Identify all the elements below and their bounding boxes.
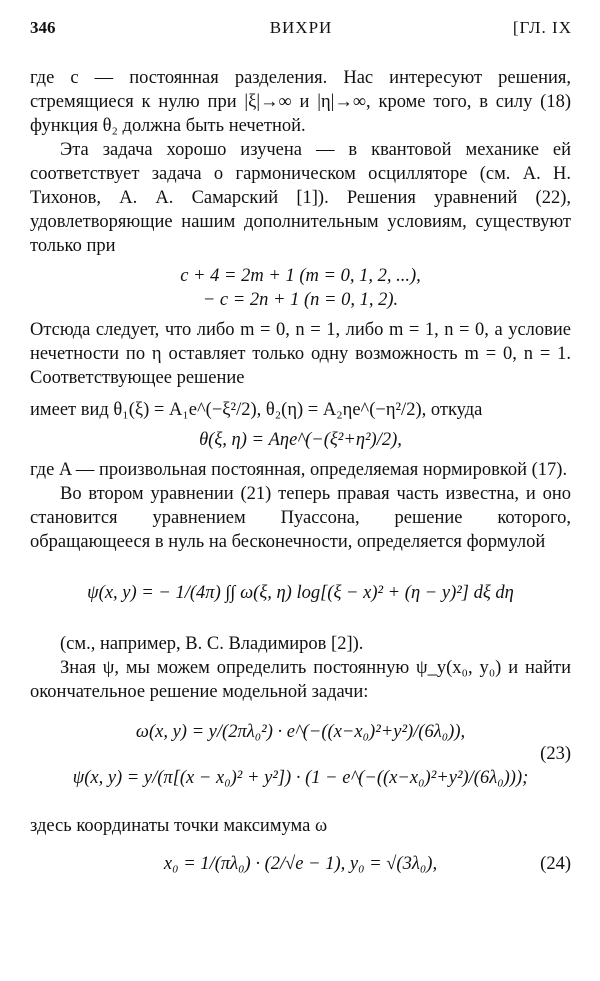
paragraph-6: (см., например, В. С. Владимиров [2]). — [60, 634, 364, 654]
paragraph-3: Отсюда следует, что либо m = 0, n = 1, либо m = 1, n = 0, а условие нечетности по η оставляет только одну возможность m = 0, n = 1. Соответствующее решение — [30, 320, 571, 388]
equation-theta: θ(ξ, η) = Aηe^(−(ξ²+η²)/2), — [199, 430, 402, 450]
equation-number-23: (23) — [540, 744, 571, 764]
equation-block-24 — [30, 852, 571, 880]
paragraph-2: Эта задача хорошо изучена — в квантовой механике ей соответствует задача о гармоническом осцилляторе (см. А. Н. Тихонов, А. А. Самарский [1]). Решения уравнений (22), удовлетворяющие нашим дополнительным условиям, существуют только при — [30, 140, 571, 256]
paragraph-4: где A — произвольная постоянная, определяемая нормировкой (17). — [30, 460, 568, 480]
equation-psi-integral: ψ(x, y) = − 1/(4π) ∫∫ ω(ξ, η) log[(ξ − x)² + (η − y)²] dξ dη — [87, 583, 514, 603]
paragraph-1: где c — постоянная разделения. Нас интересуют решения, стремящиеся к нулю при |ξ|→∞ и |η|→∞, кроме того, в силу (18) функция θ₂ должна быть нечетной. — [30, 68, 571, 136]
equation-number-24: (24) — [540, 854, 571, 874]
paragraph-7: Зная ψ, мы можем определить постоянную ψ_y(x₀, y₀) и найти окончательное решение модельной задачи: — [30, 658, 571, 702]
equation-block-23 — [30, 720, 571, 748]
paragraph-5: Во втором уравнении (21) теперь правая часть известна, и оно становится уравнением Пуассона, решение которого, обращающееся в нуль на бесконечности, определяется формулой — [30, 484, 571, 552]
chapter-title: ВИХРИ — [269, 18, 333, 37]
paragraph-8: здесь координаты точки максимума ω — [30, 816, 328, 836]
equation-omega: ω(x, y) = y/(2πλ₀²) · e^(−((x−x₀)²+y²)/(6λ₀)), — [135, 722, 466, 742]
page-number: 346 — [30, 18, 56, 37]
paragraph-3b: имеет вид θ₁(ξ) = A₁e^(−ξ²/2), θ₂(η) = A₂ηe^(−η²/2), откуда — [30, 400, 483, 420]
equation-minus-c: − c = 2n + 1 (n = 0, 1, 2). — [202, 290, 399, 310]
equation-c-plus: c + 4 = 2m + 1 (m = 0, 1, 2, ...), — [180, 266, 421, 286]
page-header — [30, 18, 572, 42]
equation-x0-y0: x₀ = 1/(πλ₀) · (2/√e − 1), y₀ = √(3λ₀), — [163, 854, 438, 874]
equation-psi-solution: ψ(x, y) = y/(π[(x − x₀)² + y²]) · (1 − e^(−((x−x₀)²+y²)/(6λ₀))); — [72, 768, 529, 788]
chapter-label: [ГЛ. IX — [512, 18, 572, 37]
page-body — [30, 66, 571, 880]
